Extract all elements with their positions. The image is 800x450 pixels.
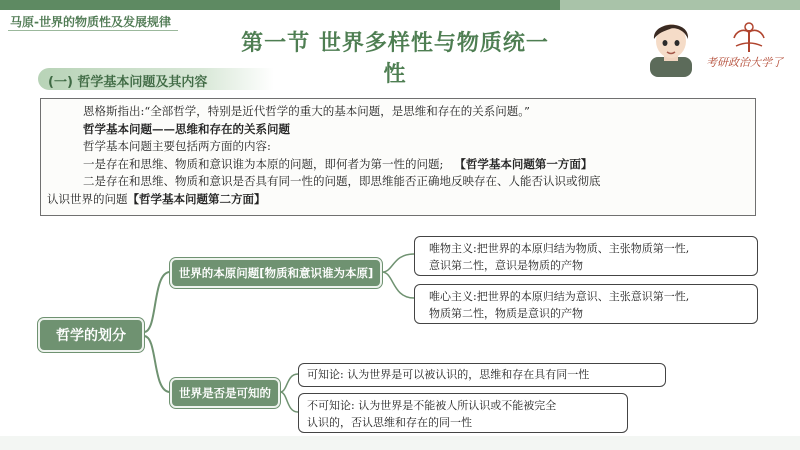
branch-world-origin: 世界的本原问题[物质和意识谁为本原] [170,258,382,288]
section-title: (一) 哲学基本问题及其内容 [48,75,208,90]
leaf-idealism [414,284,758,324]
leaf-knowability [298,363,666,387]
quote-heading: 哲学基本问题——思维和存在的关系问题 [83,121,290,136]
bottom-strip [0,436,800,450]
leaf-line: 物质第二性，物质是意识的产物 [429,307,583,320]
quote-tag: 【哲学基本问题第一方面】 [454,156,593,171]
quote-line: 恩格斯指出:“全部哲学，特别是近代哲学的重大的基本问题，是思维和存在的关系问题。” [83,104,530,118]
leaf-line: 唯心主义:把世界的本原归结为意识、主张意识第一性, [429,290,690,303]
mindmap-root: 哲学的划分 [38,318,144,352]
branch-world-knowable: 世界是否是可知的 [170,378,280,408]
leaf-materialism [414,236,758,276]
logo-text: 考研政治大学了 [706,56,783,69]
leaf-line: 不可知论: 认为世界是不能被人所认识或不能被完全 [307,399,557,412]
quote-line: 哲学基本问题主要包括两方面的内容: [83,139,271,153]
leaf-line: 认识的，否认思维和存在的同一性 [307,416,472,429]
quote-line: 二是存在和思维、物质和意识是否具有同一性的问题，即思维能否正确地反映存在、人能否认识或彻底 [83,174,601,188]
leaf-line: 意识第二性，意识是物质的产物 [429,259,583,272]
leaf-line: 唯物主义:把世界的本原归结为物质、主张物质第一性, [429,242,690,255]
quote-text: 一是存在和思维、物质和意识谁为本原的问题，即何者为第一性的问题; [83,156,444,171]
page-title: 第一节 世界多样性与物质统一性 [241,31,549,87]
leaf-line: 可知论: 认为世界是可以被认识的，思维和存在具有同一性 [307,368,590,381]
quote-text: 认识世界的问题 [47,191,128,206]
quote-tag: 【哲学基本问题第二方面】 [127,191,266,206]
leaf-agnosticism [298,393,628,433]
course-title: 马原-世界的物质性及发展规律 [10,15,171,29]
